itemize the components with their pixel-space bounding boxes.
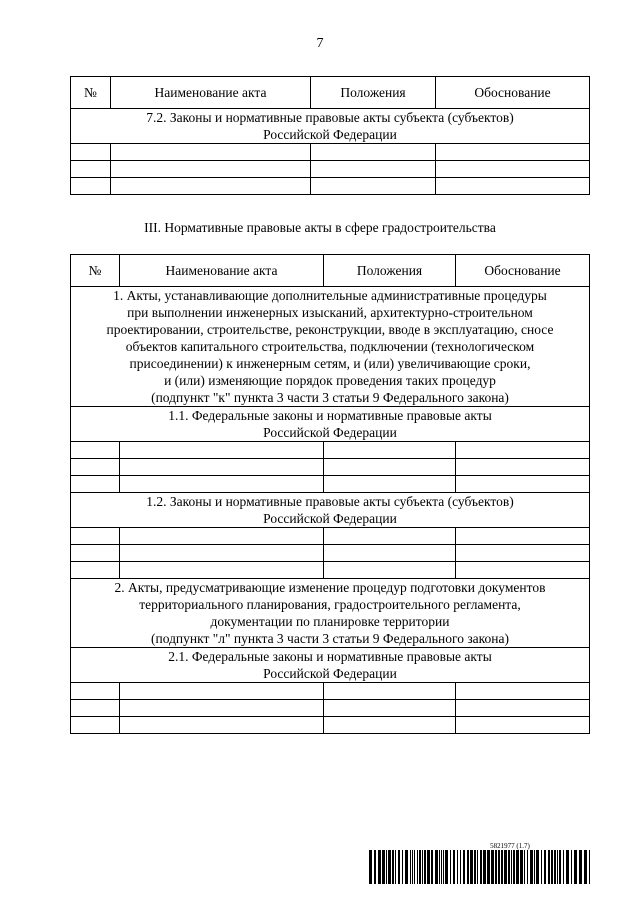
section-row	[71, 648, 590, 683]
table-row	[71, 528, 590, 545]
barcode-bar	[412, 850, 413, 884]
cell-number	[71, 528, 120, 545]
section-row	[71, 493, 590, 528]
barcode-bar	[571, 850, 572, 884]
cell-act-name	[111, 161, 311, 178]
table-row	[71, 476, 590, 493]
header-act-name: Наименование акта	[111, 77, 311, 109]
header-number: №	[71, 255, 120, 287]
cell-act-name	[120, 528, 324, 545]
cell-provisions	[311, 178, 436, 195]
barcode-bar	[559, 850, 561, 884]
barcode-bar	[422, 850, 423, 884]
cell-provisions	[324, 442, 456, 459]
header-provisions: Положения	[324, 255, 456, 287]
cell-number	[71, 459, 120, 476]
cell-provisions	[324, 683, 456, 700]
barcode-bar	[474, 850, 476, 884]
barcode-bar	[574, 850, 577, 884]
barcode-bar	[398, 850, 400, 884]
cell-justification	[456, 683, 590, 700]
cell-justification	[456, 700, 590, 717]
barcode-bar	[589, 850, 590, 884]
barcode-bar	[527, 850, 528, 884]
barcode-bar	[405, 850, 408, 884]
cell-justification	[456, 442, 590, 459]
cell-provisions	[311, 144, 436, 161]
section-title: 2. Акты, предусматривающие изменение процедур подготовки документов территориального планирования, градостроительного регламента, документации по планировке территории (подпункт "л" пункта 3 части 3 статьи 9 Федерального закона)	[71, 579, 590, 648]
cell-justification	[436, 144, 590, 161]
table-row	[71, 178, 590, 195]
table-row	[71, 545, 590, 562]
barcode-bar	[477, 850, 478, 884]
barcode-bar	[388, 850, 391, 884]
section-title: 7.2. Законы и нормативные правовые акты субъекта (субъектов) Российской Федерации	[71, 109, 590, 144]
table-row	[71, 161, 590, 178]
table-row	[71, 683, 590, 700]
cell-justification	[456, 545, 590, 562]
barcode-bar	[424, 850, 426, 884]
cell-justification	[456, 459, 590, 476]
table-row	[71, 700, 590, 717]
cell-provisions	[324, 717, 456, 734]
cell-provisions	[324, 528, 456, 545]
barcode-bar	[516, 850, 519, 884]
cell-number	[71, 476, 120, 493]
barcode-bar	[467, 850, 469, 884]
cell-justification	[456, 528, 590, 545]
barcode-bar	[508, 850, 510, 884]
barcode-bar	[504, 850, 507, 884]
table-row	[71, 144, 590, 161]
barcode-bar	[427, 850, 430, 884]
cell-act-name	[120, 476, 324, 493]
cell-provisions	[324, 562, 456, 579]
section-row	[71, 287, 590, 407]
barcode-bar	[402, 850, 403, 884]
section-title: 1.2. Законы и нормативные правовые акты субъекта (субъектов) Российской Федерации	[71, 493, 590, 528]
barcode-bar	[530, 850, 533, 884]
barcode-bar	[450, 850, 451, 884]
section-title: 1.1. Федеральные законы и нормативные правовые акты Российской Федерации	[71, 407, 590, 442]
barcode-bar	[453, 850, 455, 884]
acts-table-regional-laws	[70, 76, 590, 195]
section-row	[71, 407, 590, 442]
header-act-name: Наименование акта	[120, 255, 324, 287]
barcode-bar	[544, 850, 546, 884]
barcode-bar	[369, 850, 372, 884]
cell-number	[71, 144, 111, 161]
barcode-bar	[548, 850, 550, 884]
barcode-bar	[445, 850, 448, 884]
barcode-bar	[551, 850, 553, 884]
barcode-bar	[511, 850, 512, 884]
barcode-caption: 5821977 (1.7)	[490, 842, 530, 850]
header-provisions: Положения	[311, 77, 436, 109]
section-heading: III. Нормативные правовые акты в сфере градостроительства	[144, 220, 496, 235]
cell-number	[71, 545, 120, 562]
cell-justification	[436, 161, 590, 178]
cell-justification	[456, 562, 590, 579]
barcode-bar	[579, 850, 582, 884]
cell-number	[71, 442, 120, 459]
cell-act-name	[120, 683, 324, 700]
barcode	[369, 842, 591, 884]
barcode-bar	[395, 850, 396, 884]
barcode-bar	[439, 850, 440, 884]
cell-provisions	[324, 545, 456, 562]
barcode-bar	[460, 850, 461, 884]
barcode-bar	[443, 850, 444, 884]
cell-act-name	[111, 178, 311, 195]
barcode-bar	[536, 850, 539, 884]
barcode-bar	[513, 850, 515, 884]
barcode-bar	[392, 850, 394, 884]
cell-justification	[456, 476, 590, 493]
table-header-row	[71, 255, 590, 287]
section-row	[71, 109, 590, 144]
barcode-bar	[470, 850, 473, 884]
barcode-bar	[419, 850, 421, 884]
barcode-bar	[487, 850, 490, 884]
cell-provisions	[324, 700, 456, 717]
barcode-bar	[378, 850, 381, 884]
barcode-bar	[520, 850, 523, 884]
barcode-bar	[491, 850, 494, 884]
barcode-bar	[441, 850, 442, 884]
barcode-bar	[541, 850, 542, 884]
cell-act-name	[120, 717, 324, 734]
acts-table-urban-planning	[70, 254, 590, 734]
table-row	[71, 717, 590, 734]
barcode-bar	[498, 850, 500, 884]
header-number: №	[71, 77, 111, 109]
table-row	[71, 562, 590, 579]
barcode-bar	[382, 850, 385, 884]
barcode-bar	[410, 850, 411, 884]
cell-act-name	[120, 459, 324, 476]
barcode-bar	[457, 850, 458, 884]
cell-number	[71, 161, 111, 178]
barcode-bar	[584, 850, 587, 884]
cell-number	[71, 683, 120, 700]
cell-act-name	[120, 562, 324, 579]
cell-provisions	[324, 459, 456, 476]
barcode-bar	[563, 850, 564, 884]
barcode-bar	[554, 850, 556, 884]
barcode-bar	[480, 850, 482, 884]
barcode-bar	[524, 850, 525, 884]
cell-justification	[436, 178, 590, 195]
table-header-row	[71, 77, 590, 109]
barcode-bar	[435, 850, 438, 884]
cell-act-name	[111, 144, 311, 161]
cell-act-name	[120, 545, 324, 562]
cell-provisions	[324, 476, 456, 493]
cell-number	[71, 562, 120, 579]
barcode-bar	[414, 850, 415, 884]
header-justification: Обоснование	[456, 255, 590, 287]
barcode-bar	[501, 850, 503, 884]
barcode-bar	[463, 850, 465, 884]
barcode-bar	[417, 850, 418, 884]
barcode-bar	[431, 850, 433, 884]
cell-justification	[456, 717, 590, 734]
barcode-bars	[369, 850, 591, 884]
section-title: 1. Акты, устанавливающие дополнительные административные процедуры при выполнении инженерных изысканий, архитектурно-строительном проектировании, строительстве, реконструкции, вводе в эксплуатацию, сносе объектов капитального строительства, подключении (технологическом присоединении) к инженерным сетям, и (или) увеличивающие сроки, и (или) изменяющие порядок проведения таких процедур (подпункт "к" пункта 3 части 3 статьи 9 Федерального закона)	[71, 287, 590, 407]
section-row	[71, 579, 590, 648]
table-row	[71, 459, 590, 476]
header-justification: Обоснование	[436, 77, 590, 109]
cell-number	[71, 700, 120, 717]
cell-number	[71, 717, 120, 734]
section-title: 2.1. Федеральные законы и нормативные правовые акты Российской Федерации	[71, 648, 590, 683]
barcode-bar	[495, 850, 497, 884]
cell-provisions	[311, 161, 436, 178]
barcode-bar	[566, 850, 569, 884]
cell-act-name	[120, 442, 324, 459]
barcode-bar	[483, 850, 486, 884]
barcode-bar	[386, 850, 387, 884]
cell-number	[71, 178, 111, 195]
cell-act-name	[120, 700, 324, 717]
page-number: 7	[316, 36, 324, 51]
barcode-bar	[534, 850, 535, 884]
table-row	[71, 442, 590, 459]
barcode-bar	[557, 850, 558, 884]
barcode-bar	[374, 850, 376, 884]
